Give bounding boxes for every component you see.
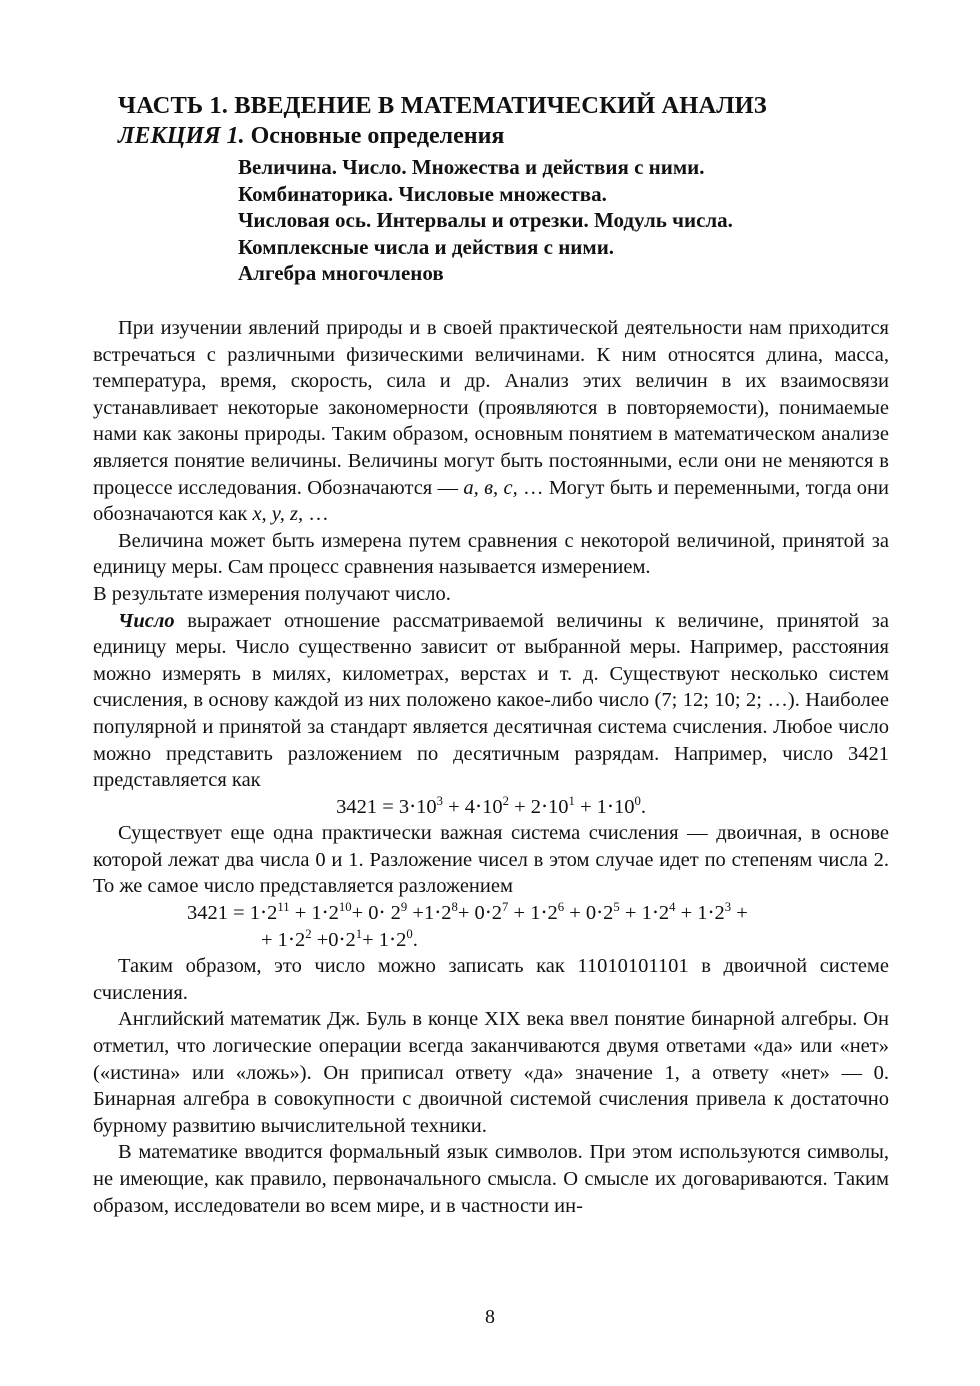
lecture-label: ЛЕКЦИЯ 1.	[118, 123, 245, 149]
paragraph-binary-system: Существует еще одна практически важная система счисления — двоичная, в основе которой лежат два числа 0 и 1. Разложение чисел в этом случае идет по степеням числа 2. То же самое число представляется разложением	[93, 822, 889, 898]
lecture-title	[118, 123, 504, 150]
constant-symbols: а, в, с,	[463, 476, 518, 499]
formula-decimal-expansion: $3421 = 3\cdot 10^3 + 4\cdot 10^2 + 2\cdot 10^1 + 1\cdot 10^0$.	[336, 793, 646, 818]
formula-binary-expansion-line2: + $1\cdot 2^2 +0\cdot 2^1+ 1\cdot 2^0$.	[261, 926, 418, 951]
paragraph-quantities: При изучении явлений природы и в своей практической деятельности нам приходится встречаться с различными физическими величинами. К ним относятся длина, масса, температура, время, скорость, сила и др. Анализ этих величин в их взаимосвязи устанавливает некоторые закономерности (проявляются в повторяемости), понимаемые нами как законы природы. Таким образом, основным понятием в математическом анализе является понятие величины. Величины могут быть постоянными, если они не меняются в процессе исследования. Обозначаются — а, в, с, … Могут быть и переменными, тогда они обозначаются как x, y, z, …	[93, 317, 890, 526]
paragraph-number: Число выражает отношение рассматриваемой величины к величине, принятой за единицу меры. Число существенно зависит от выбранной меры. Например, расстояния можно измерять в милях, километрах, верстах и т. д. Существуют несколько систем счисления, в основу каждой из них положено какое-либо число (7; 12; 10; 2; …). Наиболее популярной и принятой за стандарт является десятичная система счисления. Любое число можно представить разложением по десятичным разрядам. Например, число 3421 представляется как	[93, 609, 889, 792]
paragraph-measurement-result: В результате измерения получают число.	[93, 582, 451, 605]
lecture-name: Основные определения	[244, 123, 505, 149]
formula-binary-expansion-line1: $3421 = 1\cdot 2^{11} + 1\cdot 2^{10}+ 0\cdot 2^9 +1\cdot 2^8+ 0\cdot 2^7 + 1\cdot 2^6 + 0\cdot 2^5 + 1\cdot 2^4 + 1\cdot 2^3$ +	[187, 900, 748, 925]
topic-item: Числовая ось. Интервалы и отрезки. Модуль числа.	[238, 208, 733, 232]
topic-item: Алгебра многочленов	[238, 261, 444, 285]
paragraph-binary-number: Таким образом, это число можно записать как 11010101101 в двоичной системе счисления.	[93, 955, 889, 1004]
topic-item: Комбинаторика. Числовые множества.	[238, 181, 607, 206]
term-number: Число	[118, 609, 175, 632]
paragraph-measurement: Величина может быть измерена путем сравнения с некоторой величиной, принятой за единицу меры. Сам процесс сравнения называется измерением.	[93, 529, 889, 579]
variable-symbols: x, y, z,	[252, 503, 304, 526]
part-title: ЧАСТЬ 1. ВВЕДЕНИЕ В МАТЕМАТИЧЕСКИЙ АНАЛИЗ	[118, 92, 767, 119]
page-number: 8	[485, 1306, 495, 1328]
topic-item: Величина. Число. Множества и действия с ними.	[238, 155, 705, 179]
lecture-topics	[238, 154, 733, 287]
body-text	[93, 315, 889, 1219]
paragraph-boole: Английский математик Дж. Буль в конце XIX века ввел понятие бинарной алгебры. Он отметил, что логические операции всегда заканчиваются двумя ответами «да» или «нет» («истина» или «ложь»). Он приписал ответу «да» значение 1, а ответу «нет» — 0. Бинарная алгебра в совокупности с двоичной системой счисления привела к достаточно бурному развитию вычислительной техники.	[93, 1008, 889, 1137]
paragraph-formal-language: В математике вводится формальный язык символов. При этом используются символы, не имеющие, как правило, первоначального смысла. О смысле их договариваются. Таким образом, исследователи во всем мире, и в частности ин-	[93, 1141, 889, 1217]
topic-item: Комплексные числа и действия с ними.	[238, 234, 615, 259]
